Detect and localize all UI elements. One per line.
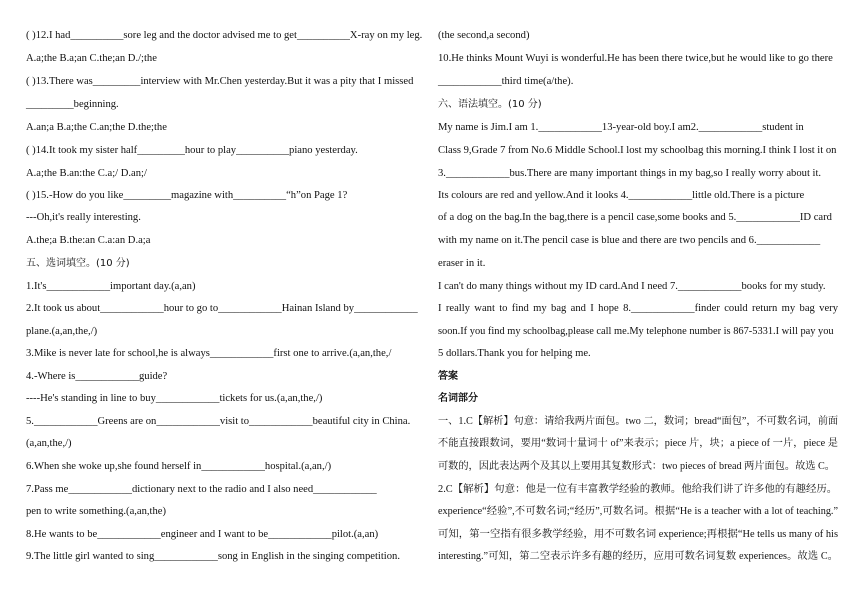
fill-6: 6.When she woke up,she found herself in____________hospital.(a,an,/)	[26, 461, 332, 472]
question-13-line1: ( )13.There was_________interview with Mr.Chen yesterday.But it was a pity that I missed	[26, 76, 414, 87]
fill-4-line1: 4.-Where is____________guide?	[26, 371, 168, 382]
noun-section-heading: 名词部分	[438, 393, 478, 404]
fill-8: 8.He wants to be____________engineer and I want to be____________pilot.(a,an)	[26, 529, 379, 540]
options-14: A.a;the B.an:the C.a;/ D.an;/	[26, 168, 147, 179]
fill-2-line1: 2.It took us about____________hour to go to____________Hainan Island by____________	[26, 303, 418, 314]
passage-line-3: 3.____________bus.There are many important things in my bag,so I really worry about it.	[438, 168, 822, 179]
fill-7-line1: 7.Pass me____________dictionary next to the radio and I also need____________	[26, 484, 377, 495]
passage-line-6: with my name on it.The pencil case is blue and there are two pencils and 6.____________	[438, 235, 821, 246]
fill-5-line1: 5.____________Greens are on____________visit to____________beautiful city in China.	[26, 416, 411, 427]
fill-5-line2: (a,an,the,/)	[26, 438, 72, 449]
passage-line-10: soon.If you find my schoolbag,please call me.My telephone number is 867-5331.I will pay you	[438, 326, 834, 337]
answer-1-line1: 一、1.C【解析】句意：请给我两片面包。two 二，数词；bread“面包”，不可数名词，前面	[438, 416, 839, 427]
fill-9: 9.The little girl wanted to sing____________song in English in the singing competition.	[26, 551, 400, 562]
section-6-heading: 六、语法填空。(10 分)	[438, 99, 542, 110]
question-15-line2: ---Oh,it's really interesting.	[26, 212, 141, 223]
passage-line-1: My name is Jim.I am 1.____________13-year-old boy.I am2.____________student in	[438, 122, 804, 133]
fill-3: 3.Mike is never late for school,he is always____________first one to arrive.(a,an,the,/	[26, 348, 392, 359]
passage-line-5: of a dog on the bag.In the bag,there is a pencil case,some books and 5.____________ID card	[438, 212, 832, 223]
passage-line-4: Its colours are red and yellow.And it looks 4.____________little old.There is a picture	[438, 190, 805, 201]
answer-2-line4: interesting.”可知，第二空表示许多有趣的经历，应用可数名词复数 experiences。故选 C。	[438, 551, 838, 562]
answer-2-line1: 2.C【解析】句意：他是一位有丰富教学经验的教师。他给我们讲了许多他的有趣经历。	[438, 484, 838, 495]
fill-7-line2: pen to write something.(a,an,the)	[26, 506, 167, 517]
fill-10-line1: 10.He thinks Mount Wuyi is wonderful.He has been there twice,but he would like to go there	[438, 53, 833, 64]
answer-2-line2: experience“经验”,不可数名词;“经历”,可数名词。根据“He is a teacher with a lot of teaching.”	[438, 506, 838, 517]
options-15: A.the;a B.the:an C.a:an D.a;a	[26, 235, 151, 246]
passage-line-9: I really want to find my bag and I hope 8.____________finder could return my bag very	[438, 303, 838, 314]
question-13-line2: _________beginning.	[26, 99, 119, 110]
fill-4-line2: ----He's standing in line to buy____________tickets for us.(a,an,the,/)	[26, 393, 323, 404]
passage-line-8: I can't do many things without my ID card.And I need 7.____________books for my study.	[438, 281, 826, 292]
answer-1-line2: 不能直接跟数词，要用“数词十量词十 of”来表示；piece 片，块；a piece of 一片，piece 是	[438, 438, 838, 449]
fill-9-options: (the second,a second)	[438, 30, 530, 41]
answer-1-line3: 可数的，因此表达两个及其以上要用其复数形式：two pieces of bread 两片面包。故选 C。	[438, 461, 835, 472]
question-14: ( )14.It took my sister half_________hour to play__________piano yesterday.	[26, 145, 358, 156]
fill-2-line2: plane.(a,an,the,/)	[26, 326, 98, 337]
options-13: A.an;a B.a;the C.an;the D.the;the	[26, 122, 167, 133]
question-15-line1: ( )15.-How do you like_________magazine with__________“h”on Page 1?	[26, 190, 348, 201]
passage-line-7: eraser in it.	[438, 258, 486, 269]
fill-1: 1.It's____________important day.(a,an)	[26, 281, 196, 292]
question-12: ( )12.I had__________sore leg and the doctor advised me to get__________X-ray on my leg.	[26, 30, 423, 41]
passage-line-11: 5 dollars.Thank you for helping me.	[438, 348, 591, 359]
answer-2-line3: 可知，第一空指有很多教学经验，用不可数名词 experience;再根据“He tells us many of his	[438, 529, 838, 540]
options-12: A.a;the B.a;an C.the;an D./;the	[26, 53, 157, 64]
answers-heading: 答案	[438, 371, 458, 382]
fill-10-line2: ____________third time(a/the).	[438, 76, 574, 87]
passage-line-2: Class 9,Grade 7 from No.6 Middle School.I lost my schoolbag this morning.I think I lost it on	[438, 145, 837, 156]
section-5-heading: 五、选词填空。(10 分)	[26, 258, 130, 269]
